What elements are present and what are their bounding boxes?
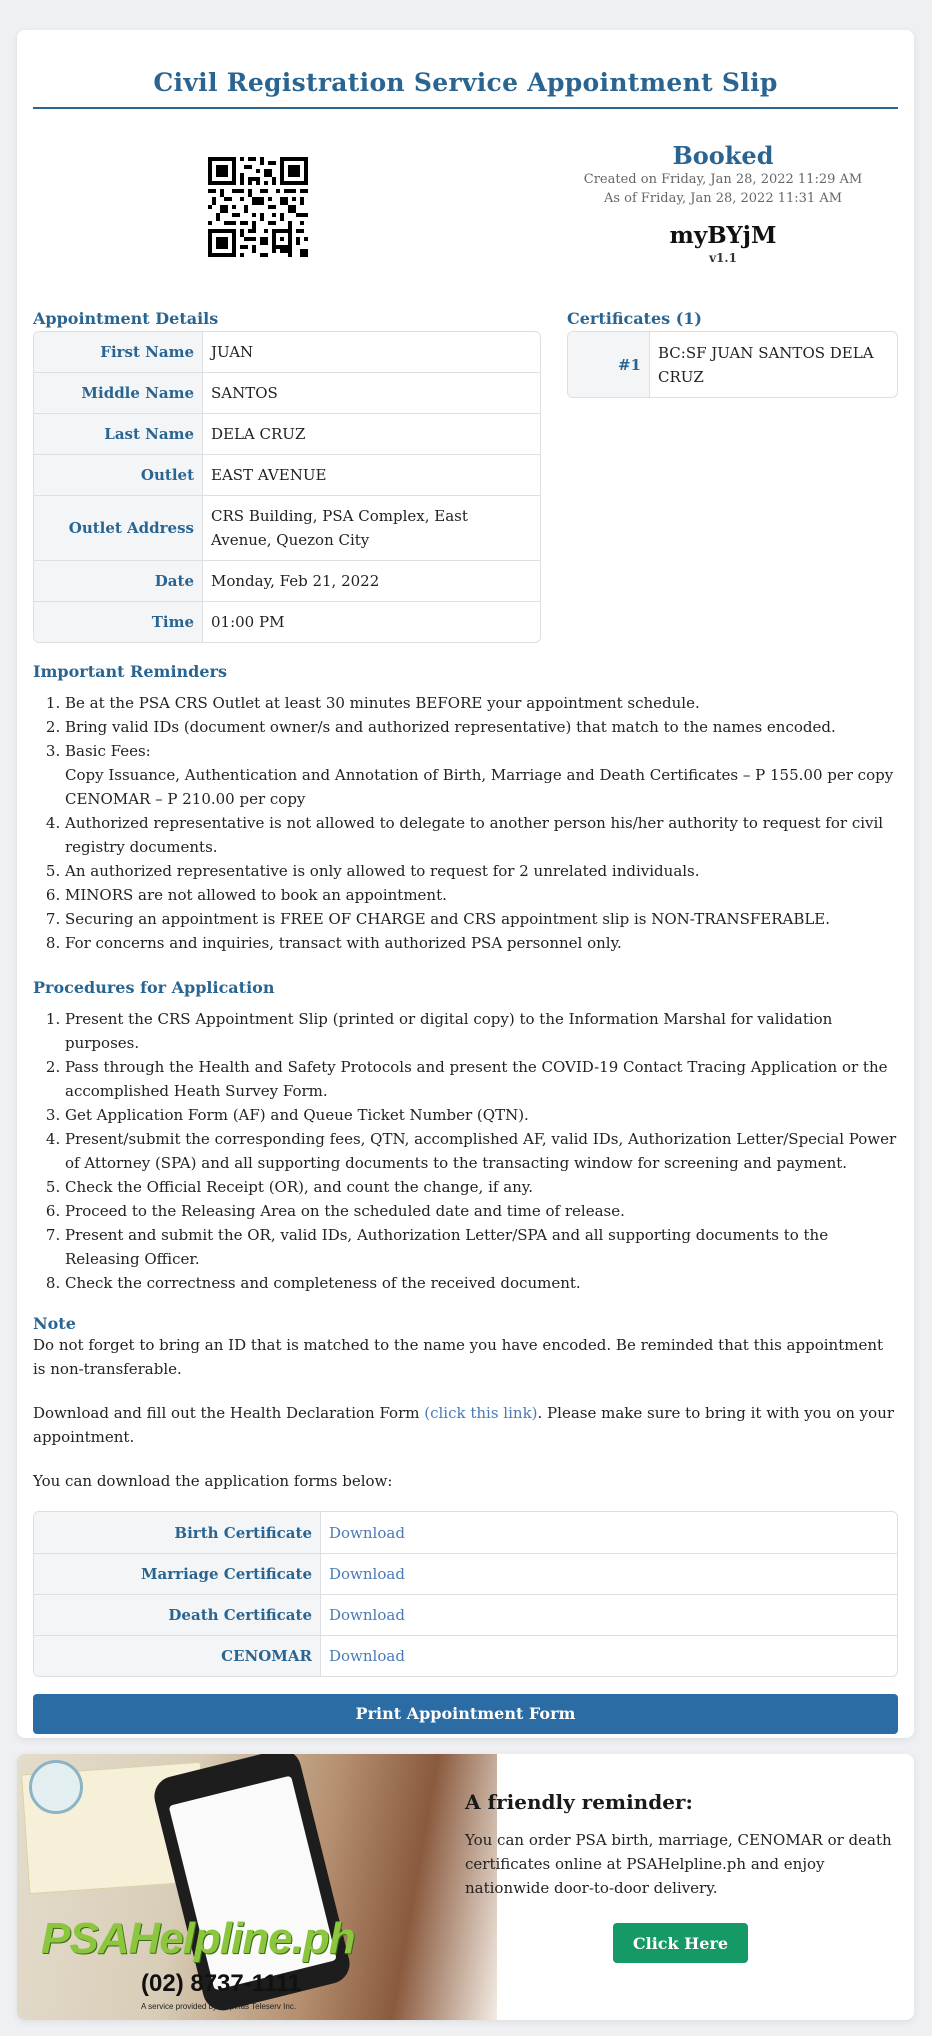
fee-cenomar: CENOMAR – P 210.00 per copy [65,790,306,808]
list-item: 3. Get Application Form (AF) and Queue Ticket Number (QTN). [65,1103,898,1127]
table-row [34,1512,897,1553]
fee-copy-issuance: Copy Issuance, Authentication and Annotation of Birth, Marriage and Death Certificates – P 155.00 per copy [65,766,894,784]
field-label: Date [34,560,203,601]
field-label: First Name [34,332,203,372]
note-text: Do not forget to bring an ID that is matched to the name you have encoded. Be reminded that this appointment is non-transferable. [33,1336,884,1378]
health-declaration-prefix: Download and fill out the Health Declaration Form [33,1404,425,1422]
created-timestamp: Created on Friday, Jan 28, 2022 11:29 AM [583,172,863,187]
list-item: 4. Present/submit the corresponding fees, QTN, accomplished AF, valid IDs, Authorization Letter/Special Power of Attorney (SPA) and all supporting documents to the transacting window for screening and payment. [65,1127,898,1175]
version-label: v1.1 [709,251,737,265]
field-label: Outlet Address [34,495,203,560]
download-cenomar-link[interactable]: Download [329,1647,405,1665]
table-row [34,413,540,454]
procedures-heading: Procedures for Application [33,978,275,997]
table-row [34,560,540,601]
list-item: 5. An authorized representative is only allowed to request for 2 unrelated individuals. [65,859,898,883]
click-here-button[interactable]: Click Here [613,1923,748,1963]
table-row [34,495,540,560]
application-forms-table [33,1511,898,1677]
procedures-list [33,1007,898,1295]
page-title: Civil Registration Service Appointment Slip [33,30,898,109]
list-item: 1. Present the CRS Appointment Slip (printed or digital copy) to the Information Marshal for validation purposes. [65,1007,898,1055]
field-label: Middle Name [34,372,203,413]
form-label: Death Certificate [34,1594,321,1635]
qr-code-icon [208,157,308,257]
list-item [65,739,898,811]
list-item: 1. Be at the PSA CRS Outlet at least 30 minutes BEFORE your appointment schedule. [65,691,898,715]
forms-intro: You can download the application forms below: [33,1472,393,1490]
table-row [34,1594,897,1635]
promo-image[interactable] [17,1754,497,2020]
appointment-details-heading: Appointment Details [33,309,219,328]
promo-heading: A friendly reminder: [465,1790,693,1814]
table-row [34,332,540,372]
form-label: Marriage Certificate [34,1553,321,1594]
field-value: JUAN [211,343,254,361]
promo-description: You can order PSA birth, marriage, CENOMAR or death certificates online at PSAHelpline.ph and enjoy nationwide door-to-door delivery. [465,1831,892,1897]
list-item: 8. Check the correctness and completeness of the received document. [65,1271,898,1295]
list-item: 6. MINORS are not allowed to book an appointment. [65,883,898,907]
field-value: EAST AVENUE [203,454,540,495]
list-item: 2. Pass through the Health and Safety Protocols and present the COVID-19 Contact Tracing Application or the accomplished Heath Survey Form. [65,1055,898,1103]
list-item: 8. For concerns and inquiries, transact with authorized PSA personnel only. [65,931,898,955]
field-label: Outlet [34,454,203,495]
certificates-heading: Certificates (1) [567,309,702,328]
promo-credit: A service provided by Pilipinas Teleserv Inc. [141,2002,297,2011]
reference-code: myBYjM [669,222,777,249]
certificate-description: BC:SF JUAN SANTOS DELA CRUZ [658,343,874,386]
as-of-timestamp: As of Friday, Jan 28, 2022 11:31 AM [603,191,843,206]
appointment-slip-card [17,30,914,1738]
psa-seal-icon [29,1760,83,1814]
slip-header [33,109,898,299]
field-value: CRS Building, PSA Complex, East Avenue, Quezon City [203,495,540,560]
field-label: Last Name [34,413,203,454]
table-row [34,454,540,495]
health-declaration-suffix: . Please make sure to bring it with you on your appointment. [33,1404,895,1446]
reminders-list [33,691,898,955]
table-row [568,332,897,397]
appointment-details-table [33,331,541,643]
download-birth-certificate-link[interactable]: Download [329,1523,405,1542]
field-value: DELA CRUZ [203,413,540,454]
reminders-heading: Important Reminders [33,662,227,681]
download-marriage-certificate-link[interactable]: Download [329,1565,405,1583]
health-declaration-link[interactable]: (click this link) [424,1404,538,1422]
promo-brand: PSAHelpline.ph [41,1914,355,1963]
booking-status [553,141,893,265]
download-death-certificate-link[interactable]: Download [329,1606,405,1624]
fees-label: Basic Fees: [65,742,151,760]
certificate-number: #1 [568,332,650,397]
certificates-section [567,309,898,398]
health-declaration-text [33,1401,898,1449]
appointment-details-section [33,309,541,643]
form-label: CENOMAR [34,1635,321,1676]
table-row [34,601,540,642]
psahelpline-banner [17,1754,914,2020]
table-row [34,1553,897,1594]
promo-phone-number: (02) 8737-1111 [141,1970,302,1997]
slip-body [33,662,898,1734]
table-row [34,1635,897,1676]
field-value: Monday, Feb 21, 2022 [203,560,540,601]
list-item: 5. Check the Official Receipt (OR), and count the change, if any. [65,1175,898,1199]
list-item: 6. Proceed to the Releasing Area on the scheduled date and time of release. [65,1199,898,1223]
table-row [34,372,540,413]
note-heading: Note [33,1314,76,1333]
field-value: 01:00 PM [203,601,540,642]
form-label: Birth Certificate [34,1512,321,1553]
list-item: 4. Authorized representative is not allowed to delegate to another person his/her authority to request for civil registry documents. [65,811,898,859]
list-item: 2. Bring valid IDs (document owner/s and authorized representative) that match to the names encoded. [65,715,898,739]
status-badge: Booked [672,141,774,170]
field-label: Time [34,601,203,642]
promo-text [465,1790,895,1900]
list-item: 7. Securing an appointment is FREE OF CHARGE and CRS appointment slip is NON-TRANSFERABLE. [65,907,898,931]
list-item: 7. Present and submit the OR, valid IDs, Authorization Letter/SPA and all supporting documents to the Releasing Officer. [65,1223,898,1271]
print-appointment-button[interactable]: Print Appointment Form [33,1694,898,1734]
field-value: SANTOS [203,372,540,413]
certificates-table [567,331,898,398]
